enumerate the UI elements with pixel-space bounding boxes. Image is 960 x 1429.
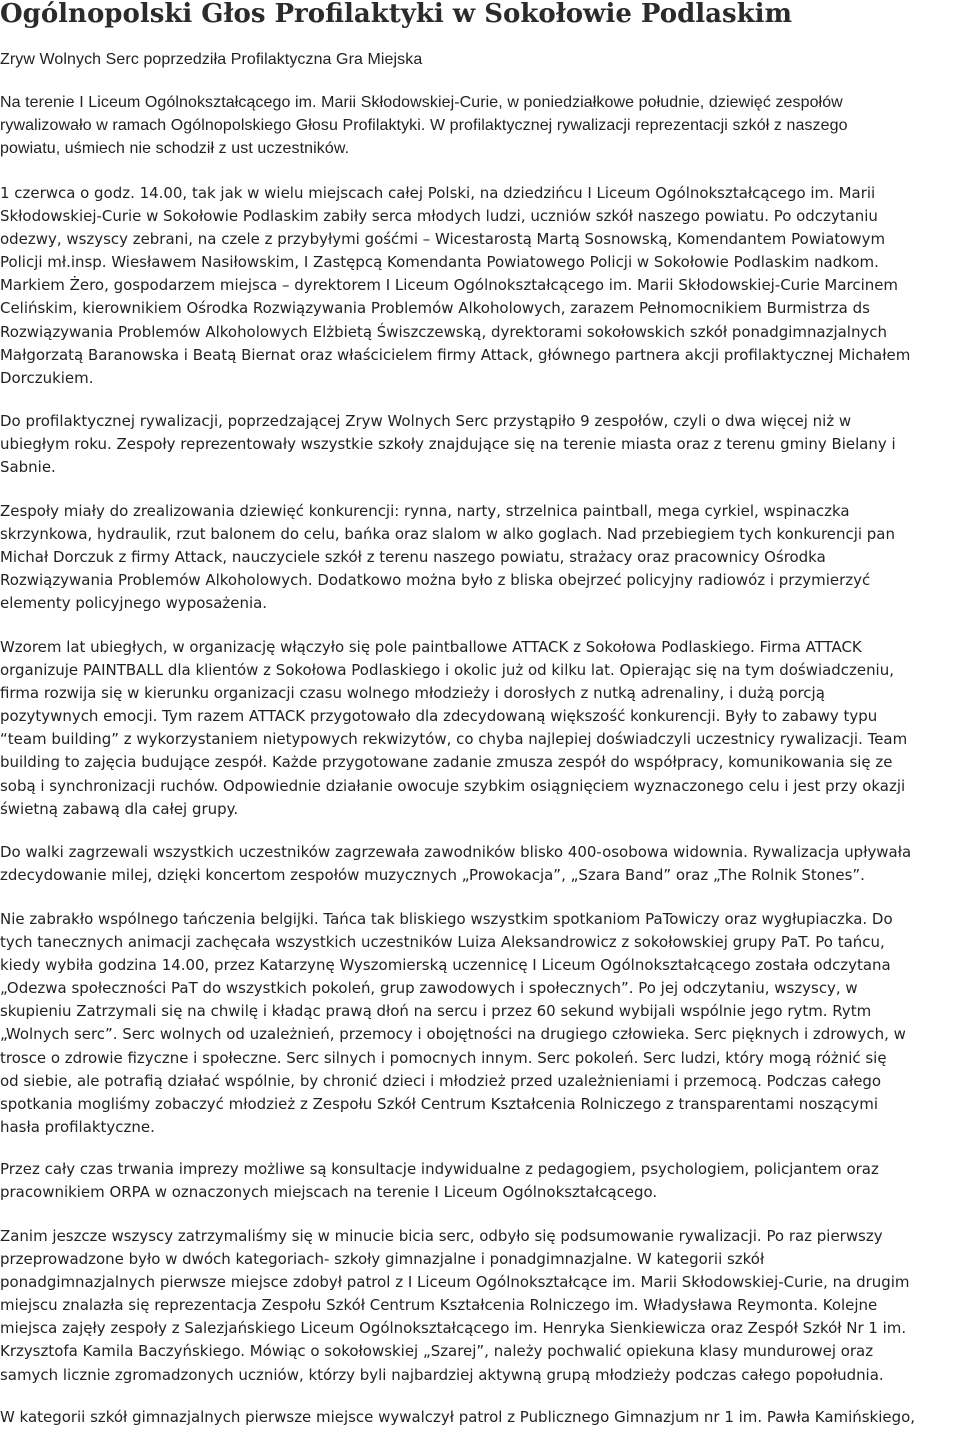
subtitle-line: Zryw Wolnych Serc poprzedziła Profilaktyczna Gra Miejska [0, 51, 423, 68]
text-line: zdecydowanie milej, dzięki koncertom zespołów muzycznych „Prowokacja”, „Szara Band” oraz „The Rolnik Stones”. [0, 866, 865, 885]
text-line: elementy policyjnego wyposażenia. [0, 594, 268, 613]
paragraph-6 [0, 908, 960, 1139]
text-line: odezwy, wszyscy zebrani, na czele z przybyłymi gośćmi – Wicestarostą Martą Sosnowską, Komendantem Powiatowym [0, 230, 886, 249]
text-line: Krzysztofa Kamila Baczyńskiego. Mówiąc o sokołowskiej „Szarej”, należy pochwalić opiekuna klasy mundurowej oraz [0, 1342, 874, 1361]
text-line: Markiem Żero, gospodarzem miejsca – dyrektorem I Liceum Ogólnokształcącego im. Marii Skłodowskiej-Curie Marcinem [0, 276, 899, 295]
text-line: ubiegłym roku. Zespoły reprezentowały wszystkie szkoły znajdujące się na terenie miasta oraz z terenu gminy Bielany i [0, 435, 896, 454]
text-line: pozytywnych emocji. Tym razem ATTACK przygotowało dla zdecydowaną większość konkurencji. Były to zabawy typu [0, 707, 878, 726]
text-line: powiatu, uśmiech nie schodził z ust uczestników. [0, 140, 350, 157]
text-line: od siebie, ale potrafią działać wspólnie, by chronić dzieci i młodzież przed uzależnieniami i przemocą. Podczas całego [0, 1071, 882, 1090]
text-line: Na terenie I Liceum Ogólnokształcącego im. Marii Skłodowskiej-Curie, w poniedziałkowe południe, dziewięć zespołów [0, 94, 843, 111]
text-line: przeprowadzone było w dwóch kategoriach- szkoły gimnazjalne i ponadgimnazjalne. W kategorii szkół [0, 1250, 765, 1269]
text-line: miejsca zajęły zespoły z Salezjańskiego Liceum Ogólnokształcącego im. Henryka Sienkiewicza oraz Zespół Szkół Nr 1 im. [0, 1319, 907, 1338]
text-line: Zanim jeszcze wszyscy zatrzymaliśmy się w minucie bicia serc, odbyło się podsumowanie rywalizacji. Po raz pierwszy [0, 1227, 883, 1245]
paragraph-5 [0, 841, 960, 887]
text-line: Michał Dorczuk z firmy Attack, nauczyciele szkół z terenu naszego powiatu, strażacy oraz pracownicy Ośrodka [0, 548, 826, 567]
text-line: Skłodowskiej-Curie w Sokołowie Podlaskim zabiły serca młodych ludzi, uczniów szkół naszego powiatu. Po odczytaniu [0, 207, 878, 226]
paragraph-1 [0, 182, 960, 390]
text-line: „Odezwa społeczności PaT do wszystkich pokoleń, grup zawodowych i społecznych”. Po jej odczytaniu, wszyscy, w [0, 979, 858, 998]
text-line: trosce o zdrowie fizyczne i społeczne. Serc silnych i pomocnych innym. Serc pokoleń. Serc ludzi, który mogą różnić się [0, 1048, 887, 1067]
text-line: Do walki zagrzewali wszystkich uczestników zagrzewała zawodników blisko 400-osobowa widownia. Rywalizacja upływała [0, 843, 912, 861]
text-line: sobą i synchronizacji ruchów. Odpowiednie działanie owocuje szybkim osiągnięciem wyznaczonego celu i jest przy okazji [0, 776, 906, 795]
text-line: skupieniu Zatrzymali się na chwilę i kładąc prawą dłoń na sercu i przez 60 sekund wybijali wspólnie jego rytm. Rytm [0, 1002, 872, 1021]
text-line: rywalizowało w ramach Ogólnopolskiego Głosu Profilaktyki. W profilaktycznej rywalizacji reprezentacji szkół z naszego [0, 117, 848, 134]
text-line: „Wolnych serc”. Serc wolnych od uzależnień, przemocy i obojętności na drugiego człowieka. Serc pięknych i zdrowych, w [0, 1025, 906, 1044]
text-line: samych licznie zgromadzonych uczniów, którzy byli najbardziej aktywną grupą młodzieży podczas całego popołudnia. [0, 1365, 884, 1384]
intro-paragraph [0, 91, 960, 160]
text-line: Dorczukiem. [0, 368, 94, 387]
text-line: skrzynkowa, hydraulik, rzut balonem do celu, bańka oraz slalom w alko goglach. Nad przebiegiem tych konkurencji pan [0, 525, 895, 544]
text-line: kiedy wybiła godzina 14.00, przez Katarzynę Wyszomierską uczennicę I Liceum Ogólnokształcącego została odczytana [0, 956, 891, 975]
text-line: spotkania mogliśmy zobaczyć młodzież z Zespołu Szkół Centrum Kształcenia Rolniczego z transparentami noszącymi [0, 1094, 879, 1113]
text-line: hasła profilaktyczne. [0, 1117, 155, 1136]
text-line: Rozwiązywania Problemów Alkoholowych Elżbietą Świszczewską, dyrektorami sokołowskich szkół ponadgimnazjalnych [0, 322, 888, 341]
text-line: Celińskim, kierownikiem Ośrodka Rozwiązywania Problemów Alkoholowych, zarazem Pełnomocnikiem Burmistrza ds [0, 299, 870, 318]
paragraph-8 [0, 1225, 960, 1387]
text-line: Rozwiązywania Problemów Alkoholowych. Dodatkowo można było z bliska obejrzeć policyjny radiowóz i przymierzyć [0, 571, 871, 590]
text-line: “team building” z wykorzystaniem nietypowych rekwizytów, co chyba najlepiej doświadczyli uczestnicy rywalizacji. Team [0, 730, 908, 749]
text-line: Wzorem lat ubiegłych, w organizację włączyło się pole paintballowe ATTACK z Sokołowa Podlaskiego. Firma ATTACK [0, 638, 862, 656]
text-line: Sabnie. [0, 458, 56, 477]
paragraph-9 [0, 1406, 960, 1429]
text-line: tych tanecznych animacji zachęcała wszystkich uczestników Luiza Aleksandrowicz z sokołowskiej grupy PaT. Po tańcu, [0, 933, 885, 952]
text-line: miejscu znalazła się reprezentacja Zespołu Szkół Centrum Kształcenia Rolniczego im. Władysława Reymonta. Kolejne [0, 1296, 878, 1315]
text-line: Do profilaktycznej rywalizacji, poprzedzającej Zryw Wolnych Serc przystąpiło 9 zespołów, czyli o dwa więcej niż w [0, 412, 852, 430]
text-line: Nie zabrakło wspólnego tańczenia belgijki. Tańca tak bliskiego wszystkim spotkaniom PaTowiczy oraz wygłupiaczka. Do [0, 910, 893, 928]
text-line: Przez cały czas trwania imprezy możliwe są konsultacje indywidualne z pedagogiem, psychologiem, policjantem oraz [0, 1160, 879, 1178]
paragraph-2 [0, 410, 960, 479]
text-line: ponadgimnazjalnych pierwsze miejsce zdobył patrol z I Liceum Ogólnokształcące im. Marii Skłodowskiej-Curie, na drugim [0, 1273, 910, 1292]
text-line: pracownikiem ORPA w oznaczonych miejscach na terenie I Liceum Ogólnokształcącego. [0, 1183, 658, 1202]
text-line: Zespoły miały do zrealizowania dziewięć konkurencji: rynna, narty, strzelnica paintball, mega cyrkiel, wspinaczka [0, 502, 850, 520]
text-line: organizuje PAINTBALL dla klientów z Sokołowa Podlaskiego i okolic już od kilku lat. Opierając się na tym doświadczeniu, [0, 661, 894, 680]
text-line: W kategorii szkół gimnazjalnych pierwsze miejsce wywalczył patrol z Publicznego Gimnazjum nr 1 im. Pawła Kamińskiego, [0, 1408, 916, 1426]
text-line: firma rozwija się w kierunku organizacji czasu wolnego młodzieży i dorosłych z nutką adrenaliny, i dużą porcją [0, 684, 825, 703]
text-line: świetną zabawą dla całej grupy. [0, 799, 239, 818]
text-line: Policji mł.insp. Wiesławem Nasiłowskim, I Zastępcą Komendanta Powiatowego Policji w Sokołowie Podlaskim nadkom. [0, 253, 879, 272]
text-line: building to zajęcia budujące zespół. Każde przygotowane zadanie zmusza zespół do współpracy, komunikowania się ze [0, 753, 893, 772]
text-line: Małgorzatą Baranowska i Beatą Biernat oraz właścicielem firmy Attack, głównego partnera akcji profilaktycznej Michałem [0, 345, 911, 364]
paragraph-3 [0, 500, 960, 615]
text-line: 1 czerwca o godz. 14.00, tak jak w wielu miejscach całej Polski, na dziedzińcu I Liceum Ogólnokształcącego im. Marii [0, 184, 876, 202]
article-subtitle [0, 48, 960, 71]
article-title: Ogólnopolski Głos Profilaktyki w Sokołowie Podlaskim [0, 0, 793, 29]
paragraph-4 [0, 636, 960, 821]
paragraph-7 [0, 1158, 960, 1204]
